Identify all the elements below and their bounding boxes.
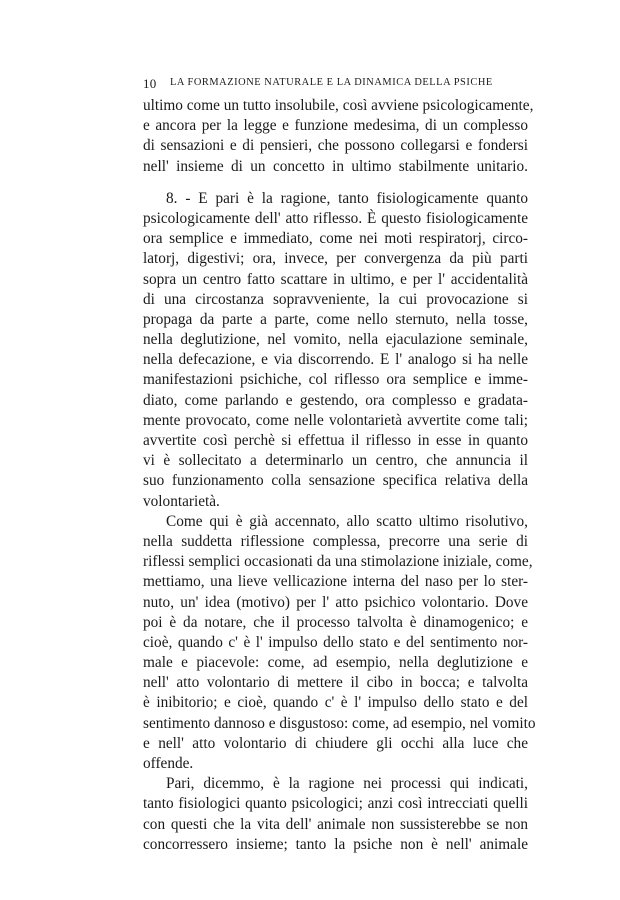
text-line: nell' insieme di un concetto in ultimo stabilmente unitario.: [143, 157, 528, 175]
running-head: LA FORMAZIONE NATURALE E LA DINAMICA DELLA PSICHE: [170, 77, 493, 88]
paragraph-spacer: [143, 177, 528, 189]
text-line: poi è da notare, che il processo talvolta è dinamogenico; e: [143, 613, 528, 631]
text-line: propaga da parte a parte, come nello sternuto, nella tosse,: [143, 310, 528, 328]
text-line: offende.: [143, 755, 194, 772]
body-text: [143, 96, 536, 855]
text-line: 8. - E pari è la ragione, tanto fisiologicamente quanto: [166, 189, 528, 207]
text-line: nell' atto volontario di mettere il cibo in bocca; e talvolta: [143, 674, 528, 692]
text-line: di sensazioni e di pensieri, che possono collegarsi e fondersi: [143, 137, 528, 155]
paragraph: [143, 96, 534, 177]
text-line: suo funzionamento colla sensazione specifica relativa della: [143, 472, 528, 490]
text-line: vi è sollecitato a determinarlo un centro, che annuncia il: [143, 452, 528, 470]
page-header: [143, 76, 523, 92]
text-line: Come qui è già accennato, allo scatto ultimo risolutivo,: [166, 512, 528, 530]
text-line: Pari, dicemmo, è la ragione nei processi qui indicati,: [166, 775, 528, 793]
text-line: sopra un centro fatto scattare in ultimo, e per l' accidentalità: [143, 270, 528, 288]
text-line: psicologicamente dell' atto riflesso. È questo fisiologicamente: [143, 209, 528, 227]
page-number: 10: [143, 76, 157, 91]
text-line: riflessi semplici occasionati da una stimolazione iniziale, come,: [143, 553, 533, 571]
text-line: nella suddetta riflessione complessa, precorre una serie di: [143, 532, 528, 550]
text-line: mente provocato, come nelle volontarietà avvertite come tali;: [143, 411, 528, 429]
text-line: è inibitorio; e cioè, quando c' è l' impulso dello stato e del: [143, 694, 528, 712]
text-line: cioè, quando c' è l' impulso dello stato e del sentimento nor-: [143, 633, 528, 651]
text-line: nella deglutizione, nel vomito, nella ejaculazione seminale,: [143, 331, 528, 349]
text-line: sentimento dannoso e disgustoso: come, ad esempio, nel vomito: [143, 714, 536, 732]
text-line: concorressero insieme; tanto la psiche non è nell' animale: [143, 835, 528, 853]
text-line: con questi che la vita dell' animale non sussisterebbe se non: [143, 815, 528, 833]
paragraph: [143, 189, 528, 512]
paragraph: [143, 512, 536, 774]
text-line: diato, come parlando e gestendo, ora complesso e gradata-: [143, 391, 528, 409]
text-line: ultimo come un tutto insolubile, così avviene psicologicamente,: [143, 97, 534, 114]
text-line: volontarietà.: [143, 492, 220, 510]
text-line: e nell' atto volontario di chiudere gli occhi alla luce che: [143, 734, 528, 752]
text-line: male e piacevole: come, ad esempio, nella deglutizione e: [143, 654, 528, 672]
text-line: tanto fisiologici quanto psicologici; anzi così intrecciati quelli: [143, 795, 528, 813]
text-line: mettiamo, una lieve vellicazione interna del naso per lo ster-: [143, 573, 528, 591]
text-line: e ancora per la legge e funzione medesima, di un complesso: [143, 117, 528, 135]
text-line: latorj, digestivi; ora, invece, per convergenza da più parti: [143, 250, 528, 268]
text-line: nella defecazione, e via discorrendo. E l' analogo si ha nelle: [143, 351, 528, 369]
text-line: nuto, un' idea (motivo) per l' atto psichico volontario. Dove: [143, 593, 528, 611]
paragraph: [143, 774, 528, 855]
text-line: ora semplice e immediato, come nei moti respiratorj, circo-: [143, 230, 528, 248]
text-line: avvertite così perchè si effettua il riflesso in esse in quanto: [143, 432, 528, 449]
text-line: manifestazioni psichiche, col riflesso ora semplice e imme-: [143, 371, 528, 389]
text-line: di una circostanza sopravveniente, la cui provocazione si: [143, 290, 528, 308]
